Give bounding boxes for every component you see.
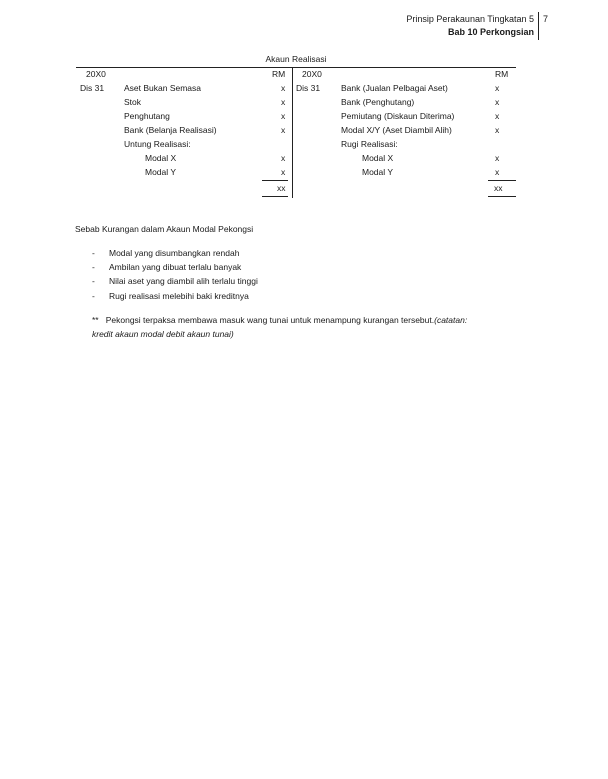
left-subrow-label: Modal Y <box>145 167 177 177</box>
left-subrow-amount: x <box>281 167 286 177</box>
right-total: xx <box>494 183 503 193</box>
right-subheading: Rugi Realisasi: <box>341 139 398 149</box>
ledger-top-rule <box>76 67 516 68</box>
left-row-label: Bank (Belanja Realisasi) <box>124 125 217 135</box>
left-currency: RM <box>272 69 286 79</box>
right-currency: RM <box>495 69 509 79</box>
left-row-amount: x <box>281 125 286 135</box>
right-row-amount: x <box>495 83 500 93</box>
bullet-item: Modal yang disumbangkan rendah <box>109 248 240 258</box>
left-total-rule-top <box>262 180 288 181</box>
header-divider <box>538 12 539 40</box>
header-chapter-title: Bab 10 Perkongsian <box>447 27 534 37</box>
section-heading: Sebab Kurangan dalam Akaun Modal Pekongsi <box>75 224 254 234</box>
left-year: 20X0 <box>86 69 106 79</box>
note-line-1 <box>92 315 467 325</box>
bullet-marker: - <box>92 276 95 286</box>
left-total-rule-bottom <box>262 196 288 197</box>
bullet-item: Ambilan yang dibuat terlalu banyak <box>109 262 242 272</box>
right-total-rule-bottom <box>488 196 516 197</box>
bullet-marker: - <box>92 262 95 272</box>
left-row-amount: x <box>281 111 286 121</box>
note-line-2: kredit akaun modal debit akaun tunai) <box>92 329 234 339</box>
left-row-label: Stok <box>124 97 142 107</box>
right-date: Dis 31 <box>296 83 321 93</box>
right-row-label: Bank (Penghutang) <box>341 97 415 107</box>
right-subrow-label: Modal X <box>362 153 394 163</box>
right-row-amount: x <box>495 97 500 107</box>
left-row-amount: x <box>281 97 286 107</box>
right-row-label: Bank (Jualan Pelbagai Aset) <box>341 83 448 93</box>
right-subrow-label: Modal Y <box>362 167 394 177</box>
right-row-amount: x <box>495 125 500 135</box>
right-subrow-amount: x <box>495 153 500 163</box>
right-total-rule-top <box>488 180 516 181</box>
right-subrow-amount: x <box>495 167 500 177</box>
left-subrow-amount: x <box>281 153 286 163</box>
left-subrow-label: Modal X <box>145 153 177 163</box>
left-total: xx <box>277 183 286 193</box>
right-row-label: Modal X/Y (Aset Diambil Alih) <box>341 125 452 135</box>
left-subheading: Untung Realisasi: <box>124 139 191 149</box>
bullet-item: Nilai aset yang diambil alih terlalu tinggi <box>109 276 258 286</box>
header-book-title: Prinsip Perakaunan Tingkatan 5 <box>406 14 534 24</box>
bullet-marker: - <box>92 291 95 301</box>
left-row-label: Aset Bukan Semasa <box>124 83 202 93</box>
left-row-amount: x <box>281 83 286 93</box>
left-row-label: Penghutang <box>124 111 170 121</box>
ledger-center-rule <box>292 67 293 198</box>
left-date: Dis 31 <box>80 83 105 93</box>
realisation-account <box>76 54 516 200</box>
right-year: 20X0 <box>302 69 322 79</box>
note-marker: ** <box>92 315 99 325</box>
page-number: 7 <box>543 14 549 24</box>
right-row-amount: x <box>495 111 500 121</box>
bullet-marker: - <box>92 248 95 258</box>
right-row-label: Pemiutang (Diskaun Diterima) <box>341 111 455 121</box>
ledger-title: Akaun Realisasi <box>265 54 327 64</box>
bullet-item: Rugi realisasi melebihi baki kreditnya <box>109 291 249 301</box>
note-main: Pekongsi terpaksa membawa masuk wang tunai untuk menampung kurangan tersebut. <box>105 315 435 325</box>
note-italic-start: (catatan: <box>434 315 468 325</box>
